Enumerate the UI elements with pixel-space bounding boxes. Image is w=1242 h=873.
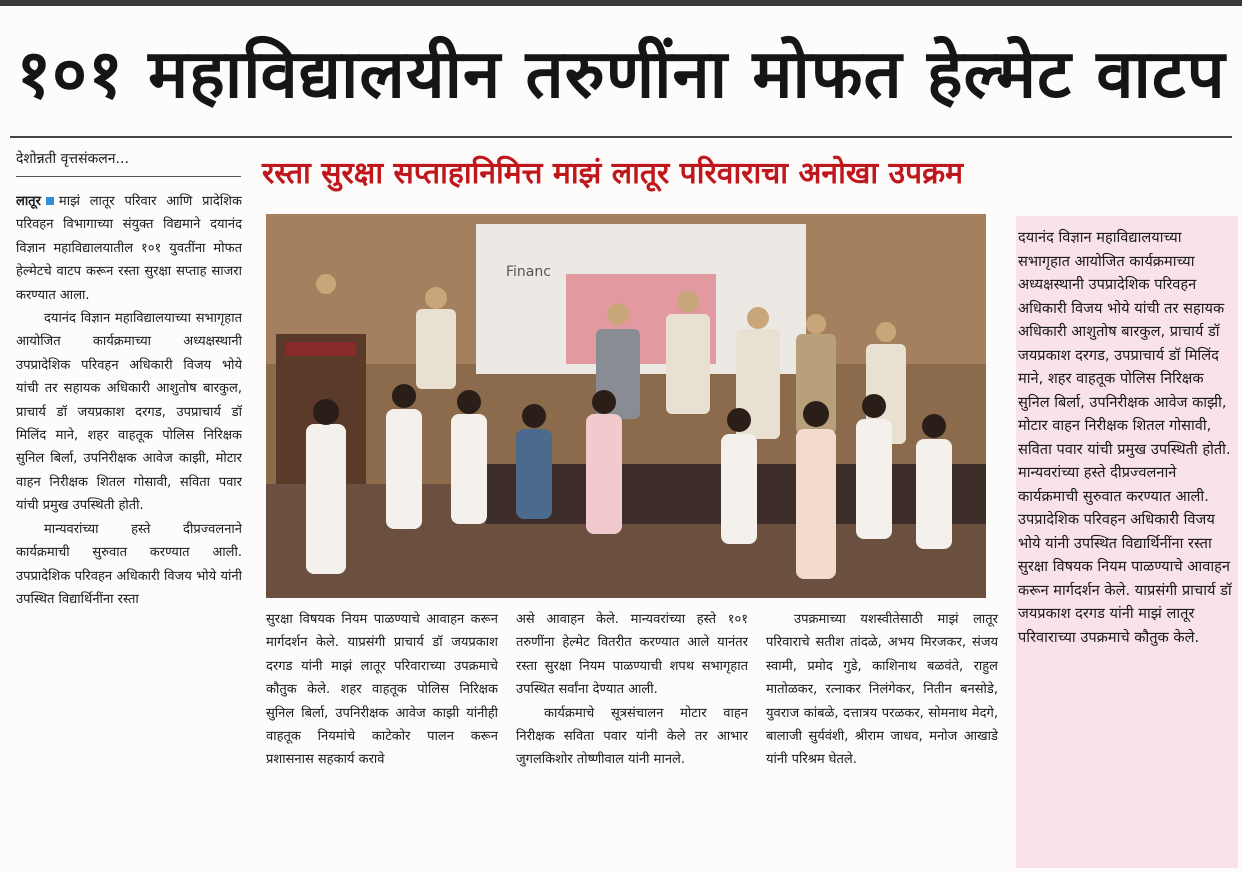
headline: १०१ महाविद्यालयीन तरुणींना मोफत हेल्मेट वाटप [16, 35, 1226, 113]
column1-paragraph-3: मान्यवरांच्या हस्ते दीप्रज्वलनाने कार्यक्रमाची सुरुवात करण्यात आली. उपप्रादेशिक परिवहन अधिकारी विजय भोये यांनी उपस्थित विद्यार्थिनींना रस्ता [16, 521, 242, 607]
byline: देशोन्नती वृत्तसंकलन... [16, 151, 129, 167]
byline-divider [16, 176, 241, 177]
event-photo [266, 214, 986, 598]
lead-text: माझं लातूर परिवार आणि प्रादेशिक परिवहन विभागाच्या संयुक्त विद्यमाने दयानंद विज्ञान महाविद्यालयातील १०१ युवतींना मोफत हेल्मेटचे वाटप करून रस्ता सुरक्षा सप्ताह साजरा करण्यात आला. [16, 194, 242, 303]
column4-paragraph-1: उपक्रमाच्या यशस्वीतेसाठी माझं लातूर परिवाराचे सतीश तांदळे, अभय मिरजकर, संजय स्वामी, प्रमोद गुडे, काशिनाथ बळवंते, राहुल मातोळकर, रत्नाकर निलंगेकर, नितीन बनसोडे, युवराज कांबळे, दत्तात्रय परळकर, सोमनाथ मेदगे, बालाजी सुर्यवंशी, श्रीराम जाधव, मनोज आखाडे यांनी परिश्रम घेतले. [766, 612, 998, 768]
subheadline: रस्ता सुरक्षा सप्ताहानिमित्त माझं लातूर परिवाराचा अनोखा उपक्रम [262, 156, 964, 191]
top-border [0, 0, 1242, 6]
dateline-square-icon [46, 197, 54, 205]
lead-paragraph [16, 190, 242, 307]
article-column-2 [266, 608, 498, 870]
dateline: लातूर [16, 194, 41, 209]
sidebar-paragraph-2: मान्यवरांच्या हस्ते दीप्रज्वलनाने कार्यक्रमाची सुरुवात करण्यात आली. उपप्रादेशिक परिवहन अधिकारी विजय भोये यांनी उपस्थित विद्यार्थिनींना रस्ता सुरक्षा विषयक नियम पाळण्याचे आवाहन करून मार्गदर्शन केले. याप्रसंगी प्राचार्य डॉ जयप्रकाश दरगड यांनी माझं लातूर परिवाराच्या उपक्रमाचे कौतुक केले. [1018, 464, 1232, 646]
sidebar-column [1018, 226, 1236, 866]
article-column-4 [766, 608, 998, 870]
sidebar-paragraph-1: दयानंद विज्ञान महाविद्यालयाच्या सभागृहात आयोजित कार्यक्रमाच्या अध्यक्षस्थानी उपप्रादेशिक परिवहन अधिकारी विजय भोये यांची तर सहायक अधिकारी आशुतोष बारकुल, प्राचार्य डॉ जयप्रकाश दरगड, उपप्राचार्य डॉ मिलिंद माने, शहर वाहतूक पोलिस निरिक्षक सुनिल बिर्ला, उपनिरीक्षक आवेज काझी, मोटार वाहन निरीक्षक शितल गोसावी, सविता पवार यांची प्रमुख उपस्थिती होती. [1018, 229, 1231, 458]
photo-banner-text: Financ [506, 264, 551, 280]
column1-paragraph-2: दयानंद विज्ञान महाविद्यालयाच्या सभागृहात आयोजित कार्यक्रमाच्या अध्यक्षस्थानी उपप्रादेशिक परिवहन अधिकारी विजय भोये यांची तर सहायक अधिकारी आशुतोष बारकुल, प्राचार्य डॉ जयप्रकाश दरगड, उपप्राचार्य डॉ मिलिंद माने, शहर वाहतूक पोलिस निरिक्षक सुनिल बिर्ला, उपनिरीक्षक आवेज काझी, मोटार वाहन निरीक्षक शितल गोसावी, सविता पवार यांची प्रमुख उपस्थिती होती. [16, 311, 242, 514]
event-photo-illustration [266, 214, 986, 598]
column2-paragraph-1: सुरक्षा विषयक नियम पाळण्याचे आवाहन करून मार्गदर्शन केले. याप्रसंगी प्राचार्य डॉ जयप्रकाश दरगड यांनी माझं लातूर परिवाराच्या उपक्रमाचे कौतुक केले. शहर वाहतूक पोलिस निरिक्षक सुनिल बिर्ला, उपनिरीक्षक आवेज काझी यांनीही वाहतूक नियमांचे काटेकोर पालन करून प्रशासनास सहकार्य करावे [266, 612, 498, 768]
article-column-1 [16, 190, 242, 870]
article-column-3 [516, 608, 748, 870]
headline-divider [10, 136, 1232, 138]
column3-paragraph-2: कार्यक्रमाचे सूत्रसंचालन मोटार वाहन निरीक्षक सविता पवार यांनी केले तर आभार जुगलकिशोर तोष्णीवाल यांनी मानले. [516, 705, 748, 768]
column3-paragraph-1: असे आवाहन केले. मान्यवरांच्या हस्ते १०१ तरुणींना हेल्मेट वितरीत करण्यात आले यानंतर रस्ता सुरक्षा नियम पाळण्याची शपथ सभागृहात उपस्थित सर्वांना देण्यात आली. [516, 612, 748, 698]
